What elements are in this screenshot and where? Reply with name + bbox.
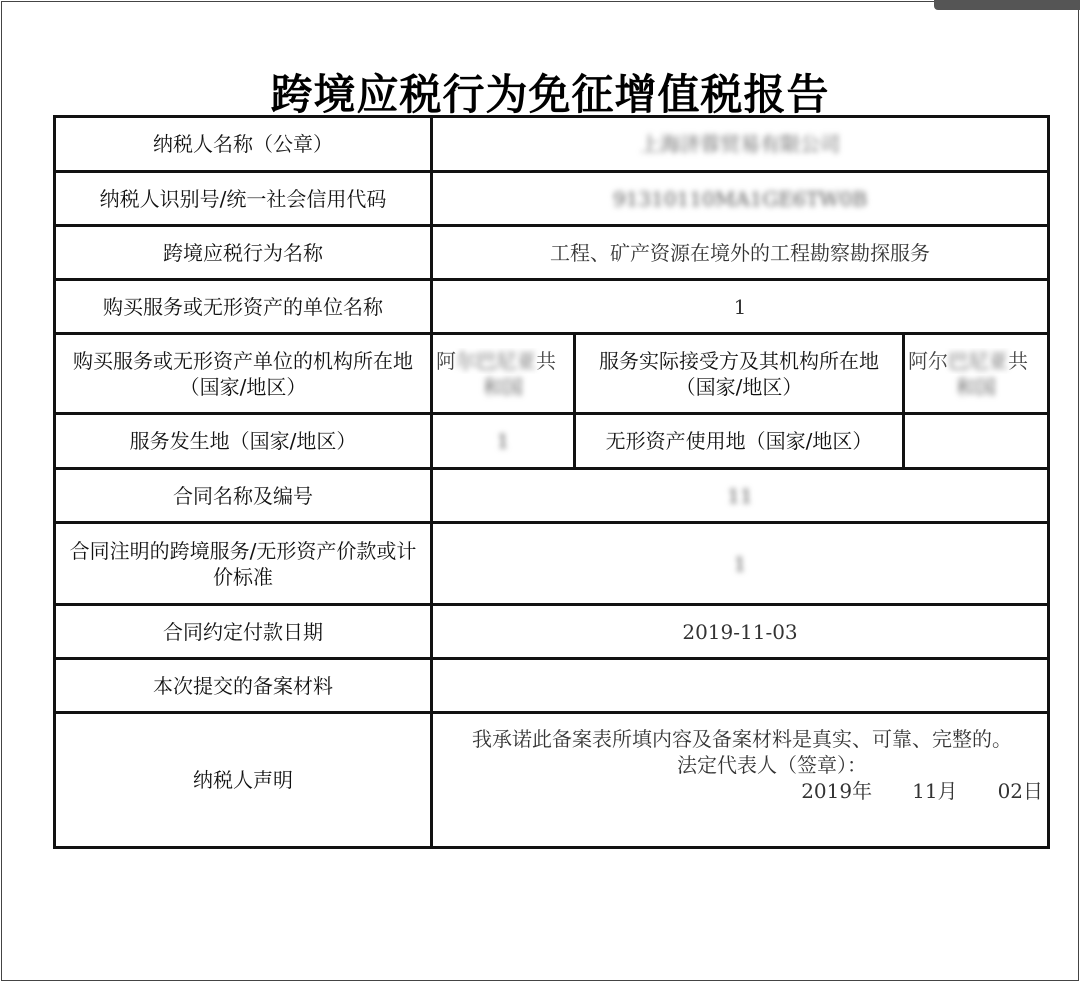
label-declaration: 纳税人声明: [55, 713, 432, 848]
contract-price-value: 1: [733, 551, 747, 576]
declaration-month: 11月: [912, 779, 958, 803]
buyer-location-part: 和国: [483, 374, 523, 399]
row-behavior-name: [55, 226, 1049, 280]
taxpayer-name-value: 上海济蓉贸易有限公司: [640, 132, 840, 156]
report-form: [53, 115, 1050, 849]
row-buyer-name: [55, 280, 1049, 334]
label-taxpayer-id: 纳税人识别号/统一社会信用代码: [55, 172, 432, 226]
payment-date-value: 2019-11-03: [432, 605, 1049, 659]
receiver-location-part: 和国: [956, 374, 996, 399]
label-materials: 本次提交的备案材料: [55, 659, 432, 713]
receiver-location-value: [904, 334, 1049, 414]
window-edge-bar: [934, 0, 1080, 10]
row-contract-name: [55, 469, 1049, 523]
buyer-location-part: 阿: [436, 348, 456, 373]
label-contract-name: 合同名称及编号: [55, 469, 432, 523]
page-title: 跨境应税行为免征增值税报告: [270, 70, 830, 119]
label-receiver-location: 服务实际接受方及其机构所在地（国家/地区）: [575, 334, 904, 414]
materials-value: [432, 659, 1049, 713]
label-taxpayer-name: 纳税人名称（公章）: [55, 117, 432, 172]
contract-name-value: 11: [727, 483, 753, 508]
label-buyer-location: 购买服务或无形资产单位的机构所在地（国家/地区）: [55, 334, 432, 414]
row-declaration: [55, 713, 1049, 848]
receiver-location-part: 巴尼亚: [948, 348, 1008, 373]
row-places: [55, 414, 1049, 469]
declaration-signer: 法定代表人（签章）：: [677, 753, 867, 777]
service-place-value: 1: [496, 429, 510, 453]
label-intangible-place: 无形资产使用地（国家/地区）: [575, 414, 904, 469]
buyer-location-value: [432, 334, 575, 414]
row-materials: [55, 659, 1049, 713]
label-behavior-name: 跨境应税行为名称: [55, 226, 432, 280]
row-locations: [55, 334, 1049, 414]
declaration-statement: 我承诺此备案表所填内容及备案材料是真实、可靠、完整的。: [472, 727, 1012, 751]
declaration-cell: [432, 713, 1049, 848]
label-payment-date: 合同约定付款日期: [55, 605, 432, 659]
receiver-location-part: 阿尔: [908, 348, 948, 373]
buyer-location-part: 共: [536, 348, 556, 373]
buyer-location-part: 尔巴尼亚: [456, 348, 536, 373]
row-taxpayer-id: [55, 172, 1049, 226]
row-taxpayer-name: [55, 117, 1049, 172]
buyer-name-value: 1: [432, 280, 1049, 334]
taxpayer-id-value: 91310110MA1GE6TW0B: [612, 186, 868, 211]
declaration-day: 02日: [997, 779, 1044, 803]
declaration-year: 2019年: [801, 779, 873, 803]
row-payment-date: [55, 605, 1049, 659]
label-service-place: 服务发生地（国家/地区）: [55, 414, 432, 469]
row-contract-price: [55, 523, 1049, 605]
intangible-place-value: [904, 414, 1049, 469]
label-buyer-name: 购买服务或无形资产的单位名称: [55, 280, 432, 334]
behavior-name-value: 工程、矿产资源在境外的工程勘察勘探服务: [432, 226, 1049, 280]
receiver-location-part: 共: [1008, 348, 1028, 373]
declaration-date: [441, 778, 1043, 804]
label-contract-price: 合同注明的跨境服务/无形资产价款或计价标准: [55, 523, 432, 605]
